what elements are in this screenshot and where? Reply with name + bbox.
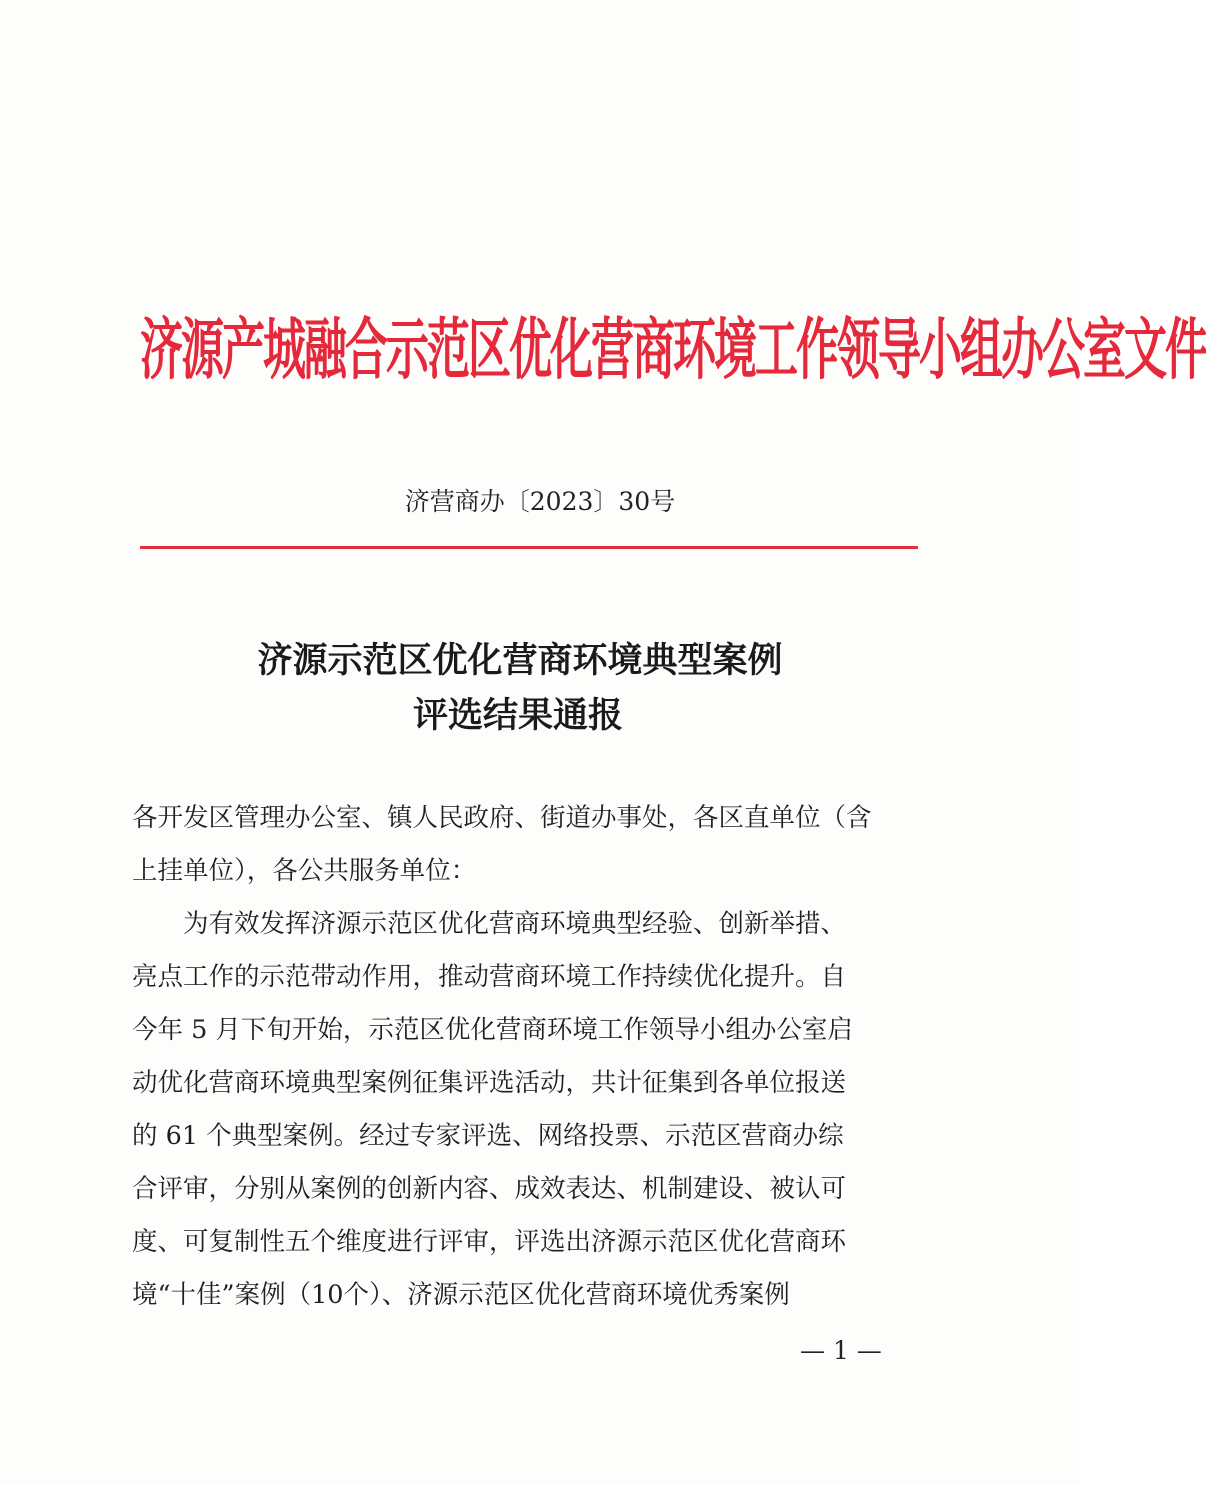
body-line: 今年 5 月下旬开始，示范区优化营商环境工作领导小组办公室启 [132, 1015, 853, 1045]
body-line: 各开发区管理办公室、镇人民政府、街道办事处，各区直单位（含 [132, 803, 872, 833]
document-number: 济营商办〔2023〕30号 [404, 487, 676, 516]
body-line: 动优化营商环境典型案例征集评选活动，共计征集到各单位报送 [132, 1068, 847, 1098]
body-line: 上挂单位），各公共服务单位： [132, 856, 477, 886]
body-line: 的 61 个典型案例。经过专家评选、网络投票、示范区营商办综 [132, 1121, 844, 1151]
body-line: 境“十佳”案例（10个）、济源示范区优化营商环境优秀案例 [132, 1280, 790, 1310]
document-title-line-1: 济源示范区优化营商环境典型案例 [257, 640, 783, 681]
page-number: — 1 — [800, 1336, 882, 1365]
issuer-red-header: 济源产城融合示范区优化营商环境工作领导小组办公室文件 [140, 311, 1206, 390]
body-line: 度、可复制性五个维度进行评审，评选出济源示范区优化营商环 [132, 1227, 847, 1257]
body-line: 合评审，分别从案例的创新内容、成效表达、机制建设、被认可 [132, 1174, 847, 1204]
document-title-line-2: 评选结果通报 [412, 695, 623, 736]
body-line: 为有效发挥济源示范区优化营商环境典型经验、创新举措、 [132, 909, 847, 939]
red-divider-line [140, 546, 918, 549]
body-line: 亮点工作的示范带动作用，推动营商环境工作持续优化提升。自 [132, 962, 847, 992]
